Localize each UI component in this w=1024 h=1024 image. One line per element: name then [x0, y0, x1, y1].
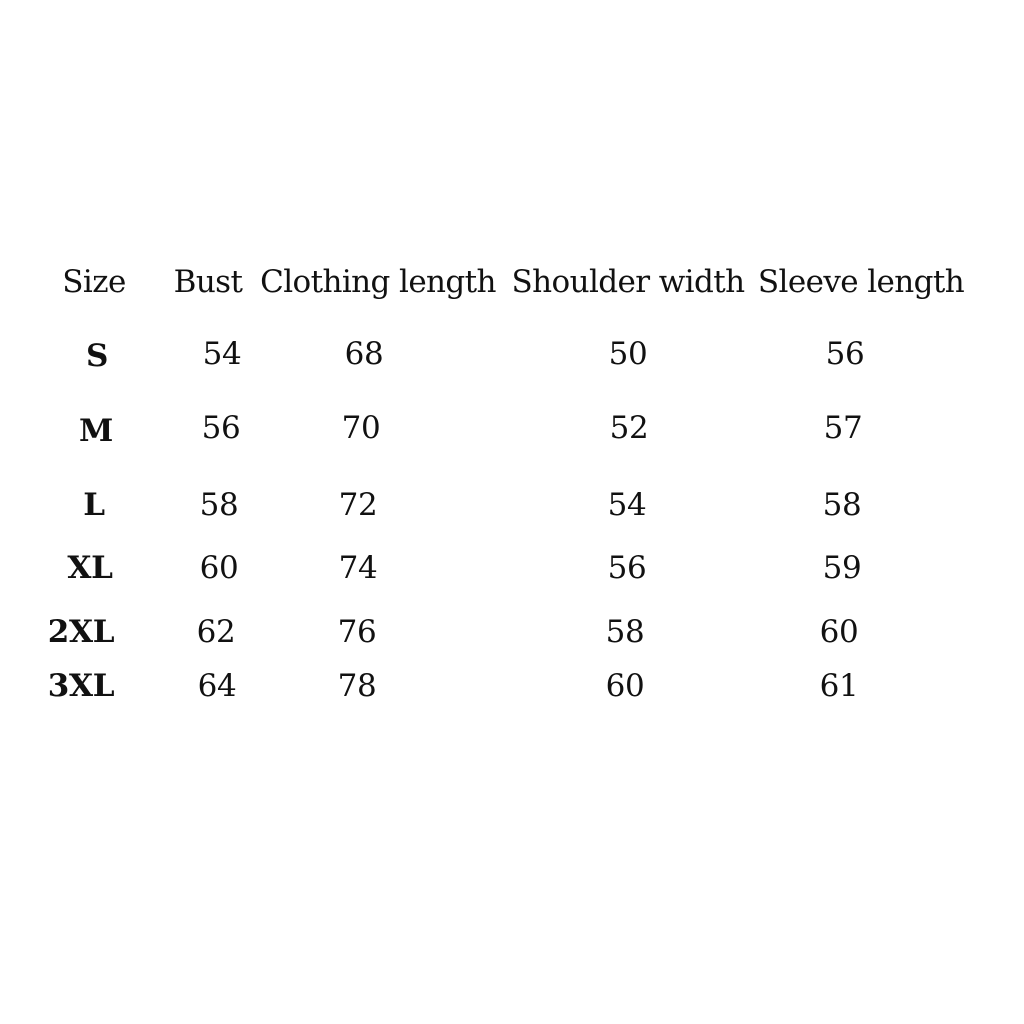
bust-value: 60 [199, 550, 239, 586]
header-clothing-length: Clothing length [260, 264, 496, 300]
header-size: Size [62, 264, 126, 300]
size-label: XL [67, 550, 113, 586]
size-label: S [85, 338, 109, 374]
clothing-length-value: 70 [341, 410, 381, 446]
size-label: 2XL [47, 614, 115, 650]
bust-value: 54 [202, 336, 242, 372]
sleeve-length-value: 59 [822, 550, 862, 586]
sleeve-length-value: 57 [823, 410, 863, 446]
sleeve-length-value: 61 [819, 668, 859, 704]
bust-value: 62 [196, 614, 236, 650]
header-sleeve-length: Sleeve length [757, 264, 965, 300]
size-label: M [78, 413, 114, 449]
shoulder-width-value: 50 [608, 336, 648, 372]
sleeve-length-value: 60 [819, 614, 859, 650]
clothing-length-value: 78 [337, 668, 377, 704]
header-shoulder-width: Shoulder width [511, 264, 745, 300]
bust-value: 58 [199, 487, 239, 523]
shoulder-width-value: 54 [607, 487, 647, 523]
clothing-length-value: 74 [338, 550, 378, 586]
clothing-length-value: 72 [338, 487, 378, 523]
sleeve-length-value: 58 [822, 487, 862, 523]
header-bust: Bust [173, 264, 243, 300]
shoulder-width-value: 58 [605, 614, 645, 650]
size-label: L [83, 487, 105, 523]
size-label: 3XL [47, 668, 115, 704]
sleeve-length-value: 56 [825, 336, 865, 372]
shoulder-width-value: 60 [605, 668, 645, 704]
shoulder-width-value: 56 [607, 550, 647, 586]
clothing-length-value: 76 [337, 614, 377, 650]
clothing-length-value: 68 [344, 336, 384, 372]
bust-value: 56 [201, 410, 241, 446]
shoulder-width-value: 52 [609, 410, 649, 446]
bust-value: 64 [197, 668, 237, 704]
